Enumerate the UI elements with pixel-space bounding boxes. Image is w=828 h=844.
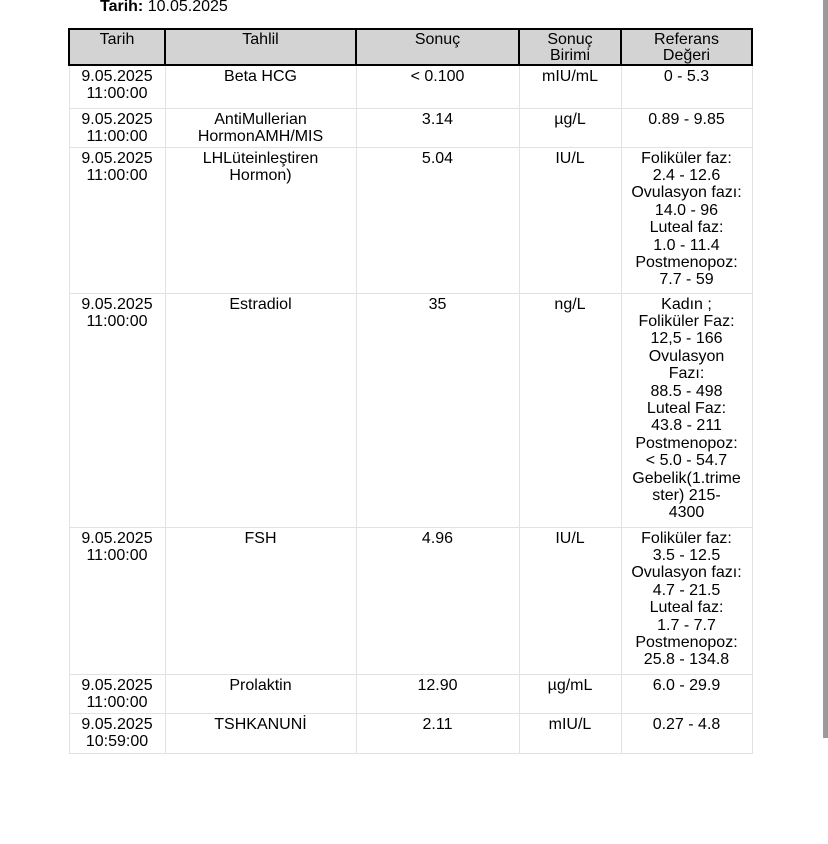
cell-result: 5.04 bbox=[356, 147, 519, 293]
column-header-reference: Referans Değeri bbox=[621, 29, 752, 65]
date-value: 10.05.2025 bbox=[147, 0, 228, 15]
report-date bbox=[100, 0, 228, 17]
table-row bbox=[69, 527, 752, 674]
cell-result: 35 bbox=[356, 293, 519, 527]
cell-unit: IU/L bbox=[519, 527, 621, 674]
cell-unit: mIU/mL bbox=[519, 65, 621, 108]
cell-date: 9.05.2025 11:00:00 bbox=[69, 65, 165, 108]
cell-date: 9.05.2025 11:00:00 bbox=[69, 293, 165, 527]
table-row bbox=[69, 674, 752, 713]
cell-reference: 0 - 5.3 bbox=[621, 65, 752, 108]
cell-test: Estradiol bbox=[165, 293, 356, 527]
cell-date: 9.05.2025 11:00:00 bbox=[69, 108, 165, 147]
cell-unit: mIU/L bbox=[519, 713, 621, 753]
table-row bbox=[69, 293, 752, 527]
lab-results-table bbox=[68, 28, 753, 754]
cell-result: 12.90 bbox=[356, 674, 519, 713]
table-row bbox=[69, 65, 752, 108]
cell-date: 9.05.2025 11:00:00 bbox=[69, 674, 165, 713]
cell-test: Prolaktin bbox=[165, 674, 356, 713]
cell-reference: 6.0 - 29.9 bbox=[621, 674, 752, 713]
cell-test: FSH bbox=[165, 527, 356, 674]
cell-unit: µg/L bbox=[519, 108, 621, 147]
column-header-unit: Sonuç Birimi bbox=[519, 29, 621, 65]
cell-result: 3.14 bbox=[356, 108, 519, 147]
column-header-test: Tahlil bbox=[165, 29, 356, 65]
cell-test: TSHKANUNİ bbox=[165, 713, 356, 753]
cell-result: < 0.100 bbox=[356, 65, 519, 108]
table-header-row bbox=[69, 29, 752, 65]
date-label: Tarih: bbox=[100, 0, 144, 15]
cell-reference: 0.89 - 9.85 bbox=[621, 108, 752, 147]
table-row bbox=[69, 147, 752, 293]
cell-unit: IU/L bbox=[519, 147, 621, 293]
cell-reference: 0.27 - 4.8 bbox=[621, 713, 752, 753]
scrollbar[interactable] bbox=[823, 0, 828, 738]
cell-reference: Foliküler faz: 2.4 - 12.6 Ovulasyon fazı: 14.0 - 96 Luteal faz: 1.0 - 11.4 Postmenopoz: 7.7 - 59 bbox=[621, 147, 752, 293]
cell-test: AntiMullerian HormonAMH/MIS bbox=[165, 108, 356, 147]
column-header-date: Tarih bbox=[69, 29, 165, 65]
cell-test: LHLüteinleştiren Hormon) bbox=[165, 147, 356, 293]
cell-test: Beta HCG bbox=[165, 65, 356, 108]
cell-date: 9.05.2025 10:59:00 bbox=[69, 713, 165, 753]
cell-date: 9.05.2025 11:00:00 bbox=[69, 527, 165, 674]
cell-result: 2.11 bbox=[356, 713, 519, 753]
cell-unit: ng/L bbox=[519, 293, 621, 527]
table-row bbox=[69, 713, 752, 753]
cell-reference: Kadın ; Foliküler Faz: 12,5 - 166 Ovulasyon Fazı: 88.5 - 498 Luteal Faz: 43.8 - 211 Postmenopoz: < 5.0 - 54.7 Gebelik(1.trime ster) 215- 4300 bbox=[621, 293, 752, 527]
cell-result: 4.96 bbox=[356, 527, 519, 674]
cell-unit: µg/mL bbox=[519, 674, 621, 713]
cell-reference: Foliküler faz: 3.5 - 12.5 Ovulasyon fazı: 4.7 - 21.5 Luteal faz: 1.7 - 7.7 Postmenopoz: 25.8 - 134.8 bbox=[621, 527, 752, 674]
column-header-result: Sonuç bbox=[356, 29, 519, 65]
cell-date: 9.05.2025 11:00:00 bbox=[69, 147, 165, 293]
table-row bbox=[69, 108, 752, 147]
